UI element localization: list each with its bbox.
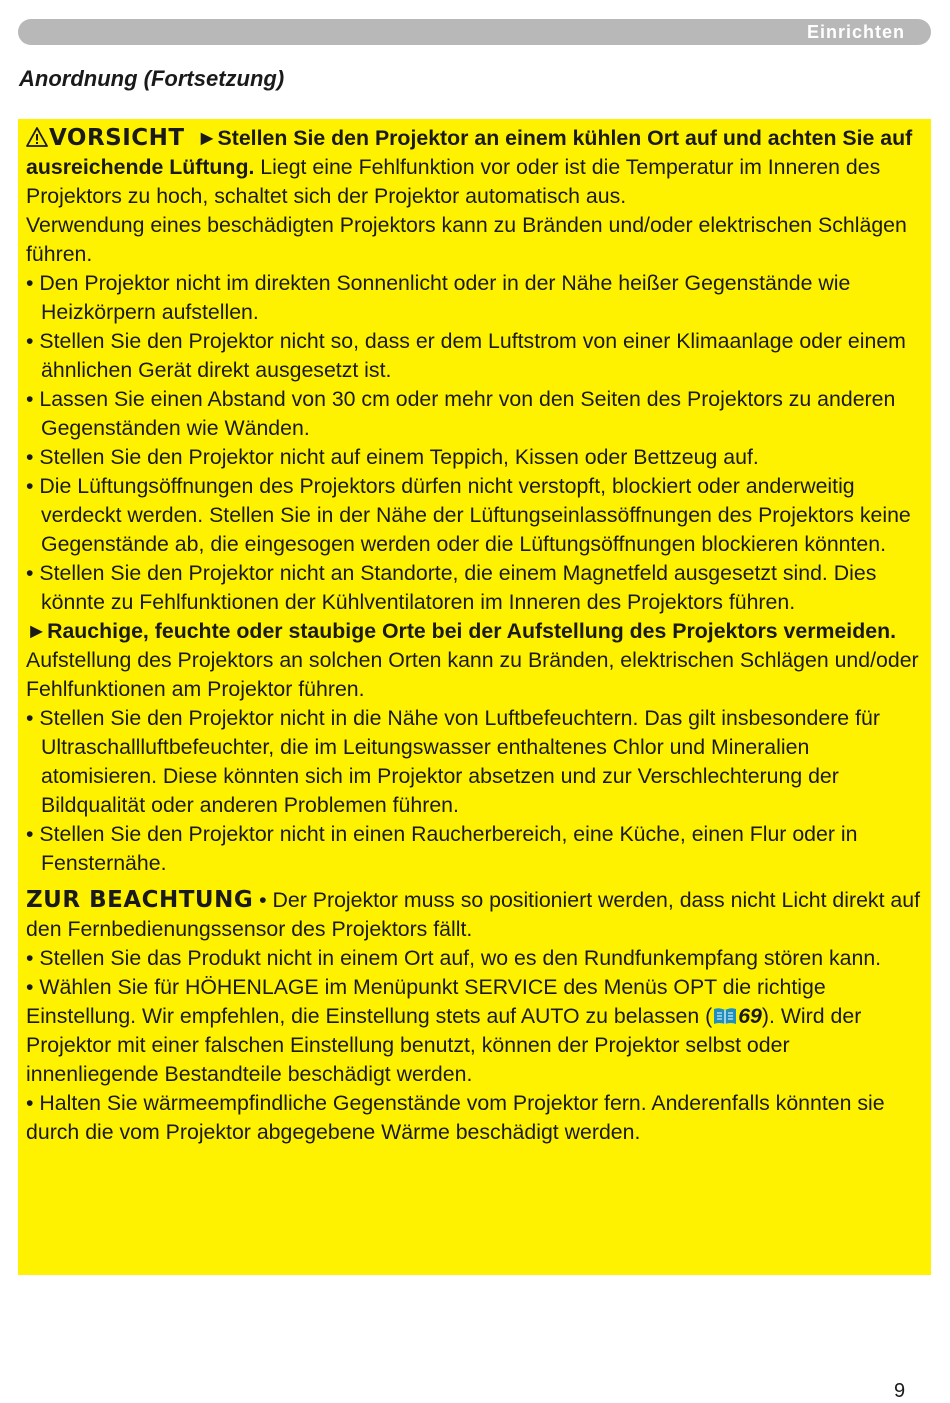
- caution-intro: [26, 124, 926, 211]
- page-title: Anordnung (Fortsetzung): [19, 66, 285, 91]
- list-item: • Stellen Sie den Projektor nicht an Standorte, die einem Magnetfeld ausgesetzt sind. Dies könnte zu Fehlfunktionen der Kühlventilatoren im Inneren des Projektors führen.: [26, 561, 877, 614]
- note-item: • Halten Sie wärmeempfindliche Gegenstände vom Projektor fern. Anderenfalls könnten sie durch die vom Projektor abgegebene Wärme beschädigt werden.: [26, 1091, 885, 1144]
- note-item-altitude: [26, 973, 926, 1089]
- list-item: • Den Projektor nicht im direkten Sonnenlicht oder in der Nähe heißer Gegenstände wie Heizkörpern aufstellen.: [26, 271, 851, 324]
- caution-intro-text-2: Verwendung eines beschädigten Projektors kann zu Bränden und/oder elektrischen Schlägen führen.: [26, 213, 907, 266]
- note-first-text: • Der Projektor muss so positioniert werden, dass nicht Licht direkt auf den Fernbedienungssensor des Projektors fällt.: [26, 888, 921, 941]
- note-first: [26, 886, 926, 944]
- caution-label: VORSICHT: [49, 125, 185, 151]
- header-bar: [18, 19, 931, 45]
- note-item: • Stellen Sie das Produkt nicht in einem Ort auf, wo es den Rundfunkempfang stören kann.: [26, 946, 882, 970]
- book-reference-icon: [712, 1006, 738, 1026]
- page-reference[interactable]: 69: [738, 1004, 762, 1028]
- caution-heading: ►Stellen Sie den Projektor an einem kühlen Ort auf und achten Sie auf ausreichende Lüftung.: [26, 126, 913, 179]
- smoke-heading: ►Rauchige, feuchte oder staubige Orte bei der Aufstellung des Projektors vermeiden.: [26, 619, 897, 643]
- smoke-text: Aufstellung des Projektors an solchen Orten kann zu Bränden, elektrischen Schlägen und/oder Fehlfunktionen am Projektor führen.: [26, 648, 919, 701]
- smoke-warning: [26, 617, 926, 704]
- warning-icon: [26, 127, 48, 147]
- list-item: • Stellen Sie den Projektor nicht in die Nähe von Luftbefeuchtern. Das gilt insbesondere für Ultraschallluftbefeuchter, die im Leitungswasser enthaltenes Chlor und Mineralien atomisieren. Diese könnten sich im Projektor absetzen und zur Verschlechterung der Bildqualität oder anderen Problemen führen.: [26, 706, 880, 817]
- list-item: • Stellen Sie den Projektor nicht in einen Raucherbereich, eine Küche, einen Flur oder in Fensternähe.: [26, 822, 858, 875]
- section-title: Einrichten: [806, 22, 905, 42]
- list-item: • Lassen Sie einen Abstand von 30 cm oder mehr von den Seiten des Projektors zu anderen Gegenständen wie Wänden.: [26, 387, 896, 440]
- spacer: [26, 878, 926, 886]
- note-label: ZUR BEACHTUNG: [26, 887, 254, 913]
- note-item-text: ). Wird der Projektor mit einer falschen Einstellung benutzt, können der Projektor selbst oder innenliegende Bestandteile beschädigt werden.: [26, 1004, 862, 1086]
- list-item: • Stellen Sie den Projektor nicht auf einem Teppich, Kissen oder Bettzeug auf.: [26, 445, 759, 469]
- note-item-text: • Wählen Sie für HÖHENLAGE im Menüpunkt SERVICE des Menüs OPT die richtige Einstellung. Wir empfehlen, die Einstellung stets auf AUTO zu belassen (: [26, 975, 826, 1028]
- caution-intro-text: Liegt eine Fehlfunktion vor oder ist die Temperatur im Inneren des Projektors zu hoch, schaltet sich der Projektor automatisch aus.: [26, 155, 881, 208]
- list-item: • Stellen Sie den Projektor nicht so, dass er dem Luftstrom von einer Klimaanlage oder einem ähnlichen Gerät direkt ausgesetzt ist.: [26, 329, 906, 382]
- page-number: 9: [894, 1380, 906, 1402]
- list-item: • Die Lüftungsöffnungen des Projektors dürfen nicht verstopft, blockiert oder anderweitig verdeckt werden. Stellen Sie in der Nähe der Lüftungseinlassöffnungen des Projektors keine Gegenstände ab, die eingesogen werden oder die Lüftungsöffnungen blockieren könnten.: [26, 474, 911, 556]
- notice-content: [26, 124, 926, 1147]
